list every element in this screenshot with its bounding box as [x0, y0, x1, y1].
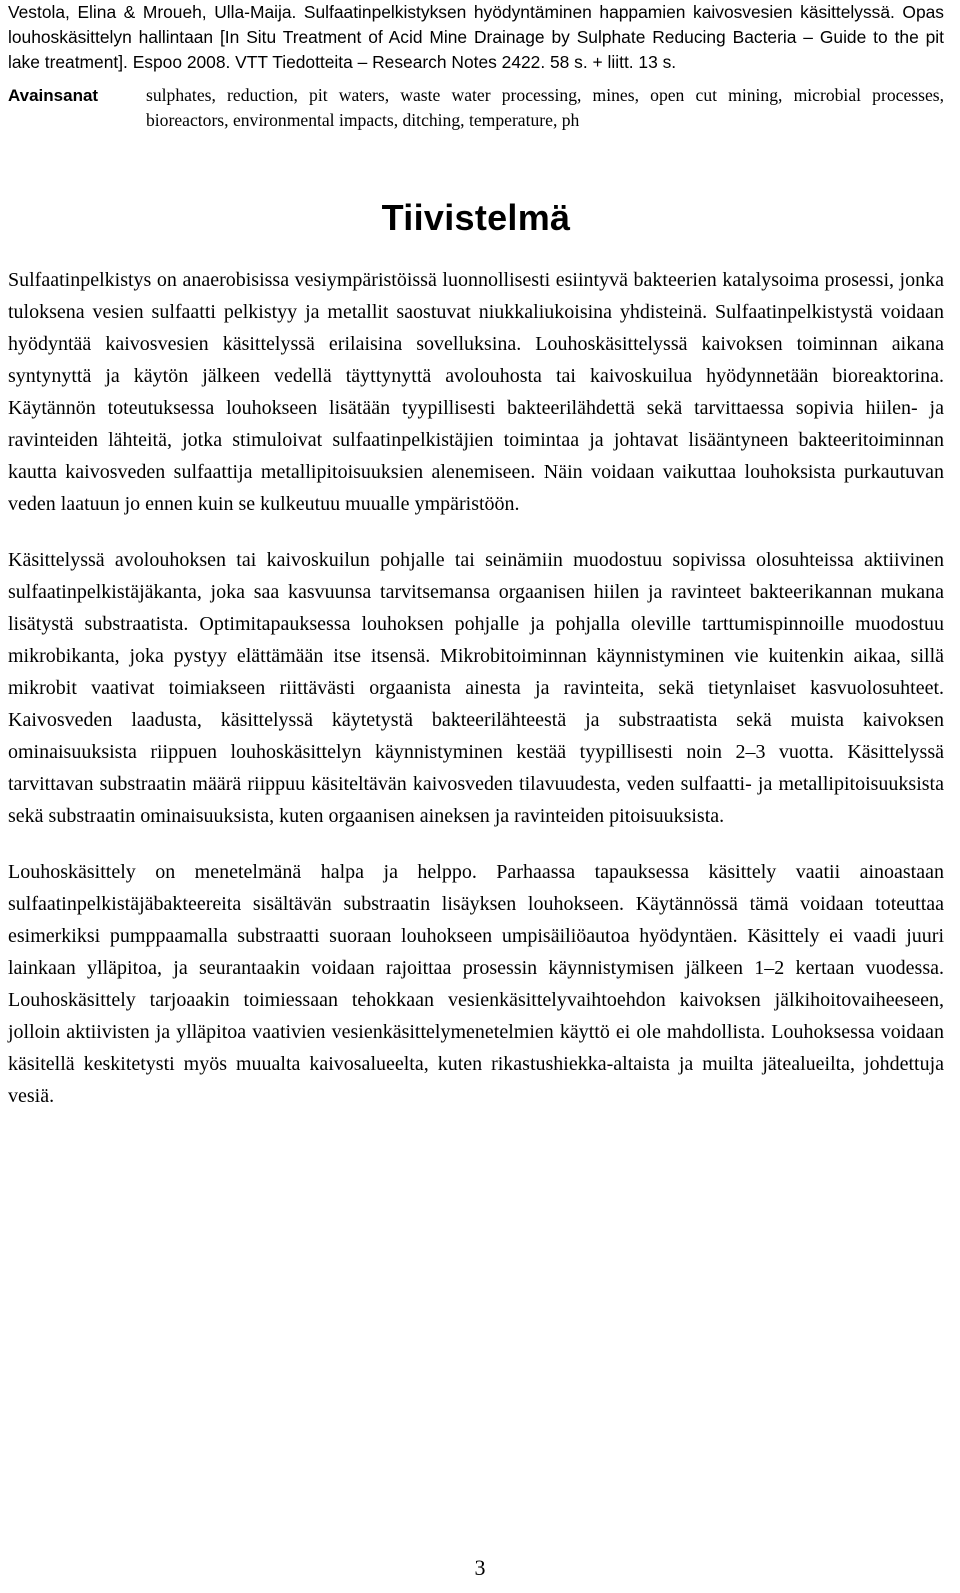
abstract-paragraph-3: Louhoskäsittely on menetelmänä halpa ja helppo. Parhaassa tapauksessa käsittely vaatii ainoastaan sulfaatinpelkistäjäbakteereita sisältävän substraatin lisäyksen louhokseen. Käytännössä tämä voidaan toteuttaa esimerkiksi pumppaamalla substraatti suoraan louhokseen umpisäiliöautoa hyödyntäen. Käsittely ei vaadi juuri lainkaan ylläpitoa, ja seurantaakin voidaan rajoittaa prosessin käynnistymisen jälkeen 1–2 kertaan vuodessa. Louhoskäsittely tarjoaakin toimiessaan tehokkaan vesienkäsittelyvaihtoehdon kaivoksen jälkihoitovaiheeseen, jolloin aktiivisten ja ylläpitoa vaativien vesienkäsittelymenetelmien käyttö ei ole mahdollista. Louhoksessa voidaan käsitellä keskitetysti myös muualta kaivosalueelta, kuten rikastushiekka-altaista ja muilta jätealueilta, johdettuja vesiä. [8, 861, 944, 1107]
section-title: Tiivistelmä [381, 197, 571, 238]
abstract-paragraph-2: Käsittelyssä avolouhoksen tai kaivoskuilun pohjalle tai seinämiin muodostuu sopivissa olosuhteissa aktiivinen sulfaatinpelkistäjäkanta, joka saa kasvuunsa tarvitsemansa orgaanisen hiilen ja ravinteet bakteerikannan mukana lisätystä substraatista. Optimitapauksessa louhoksen pohjalle ja pohjalla oleville tarttumispinnoille muodostuu mikrobikanta, joka pystyy elättämään itse itsensä. Mikrobitoiminnan käynnistyminen vie kuitenkin aikaa, sillä mikrobit vaativat toimiakseen riittävästi orgaanista ainesta ja ravinteita, sekä tietynlaiset kasvuolosuhteet. Kaivosveden laadusta, käsittelyssä käytetystä bakteerilähteestä ja substraatista sekä muista kaivoksen ominaisuuksista riippuen louhoskäsittelyn käynnistyminen kestää tyypillisesti noin 2–3 vuotta. Käsittelyssä tarvittavan substraatin määrä riippuu käsiteltävän kaivosveden tilavuudesta, veden sulfaatti- ja metallipitoisuuksista sekä substraatin ominaisuuksista, kuten orgaanisen aineksen ja ravinteiden pitoisuuksista. [8, 549, 944, 827]
keywords-row [8, 83, 944, 133]
document-page [8, 0, 944, 1112]
keywords-label: Avainsanat [8, 86, 99, 105]
citation-text: Vestola, Elina & Mroueh, Ulla-Maija. Sulfaatinpelkistyksen hyödyntäminen happamien kaivosvesien käsittelyssä. Opas louhoskäsittelyn hallintaan [In Situ Treatment of Acid Mine Drainage by Sulphate Reducing Bacteria – Guide to the pit lake treatment]. Espoo 2008. VTT Tiedotteita – Research Notes 2422. 58 s. + liitt. 13 s. [8, 2, 944, 72]
page-number: 3 [474, 1555, 486, 1580]
abstract-paragraph-1: Sulfaatinpelkistys on anaerobisissa vesiympäristöissä luonnollisesti esiintyvä bakteerien katalysoima prosessi, jonka tuloksena vesien sulfaatti pelkistyy ja metallit saostuvat niukkaliukoisina yhdisteinä. Sulfaatinpelkistystä voidaan hyödyntää kaivosvesien käsittelyssä erilaisina sovelluksina. Louhoskäsittelyssä kaivoksen toiminnan aikana syntynyttä ja käytön jälkeen vedellä täyttynyttä avolouhosta tai kaivoskuilua hyödynnetään bioreaktorina. Käytännön toteutuksessa louhokseen lisätään tyypillisesti bakteerilähdettä sekä tarvittaessa sopivia hiilen- ja ravinteiden lähteitä, jotka stimuloivat sulfaatinpelkistäjien toimintaa ja johtavat lisääntyneen bakteeritoiminnan kautta kaivosveden sulfaattija metallipitoisuuksien alenemiseen. Näin voidaan vaikuttaa louhoksista purkautuvan veden laatuun jo ennen kuin se kulkeutuu muualle ympäristöön. [8, 269, 944, 515]
keywords-text: sulphates, reduction, pit waters, waste water processing, mines, open cut mining, microbial processes, bioreactors, environmental impacts, ditching, temperature, ph [146, 85, 944, 130]
